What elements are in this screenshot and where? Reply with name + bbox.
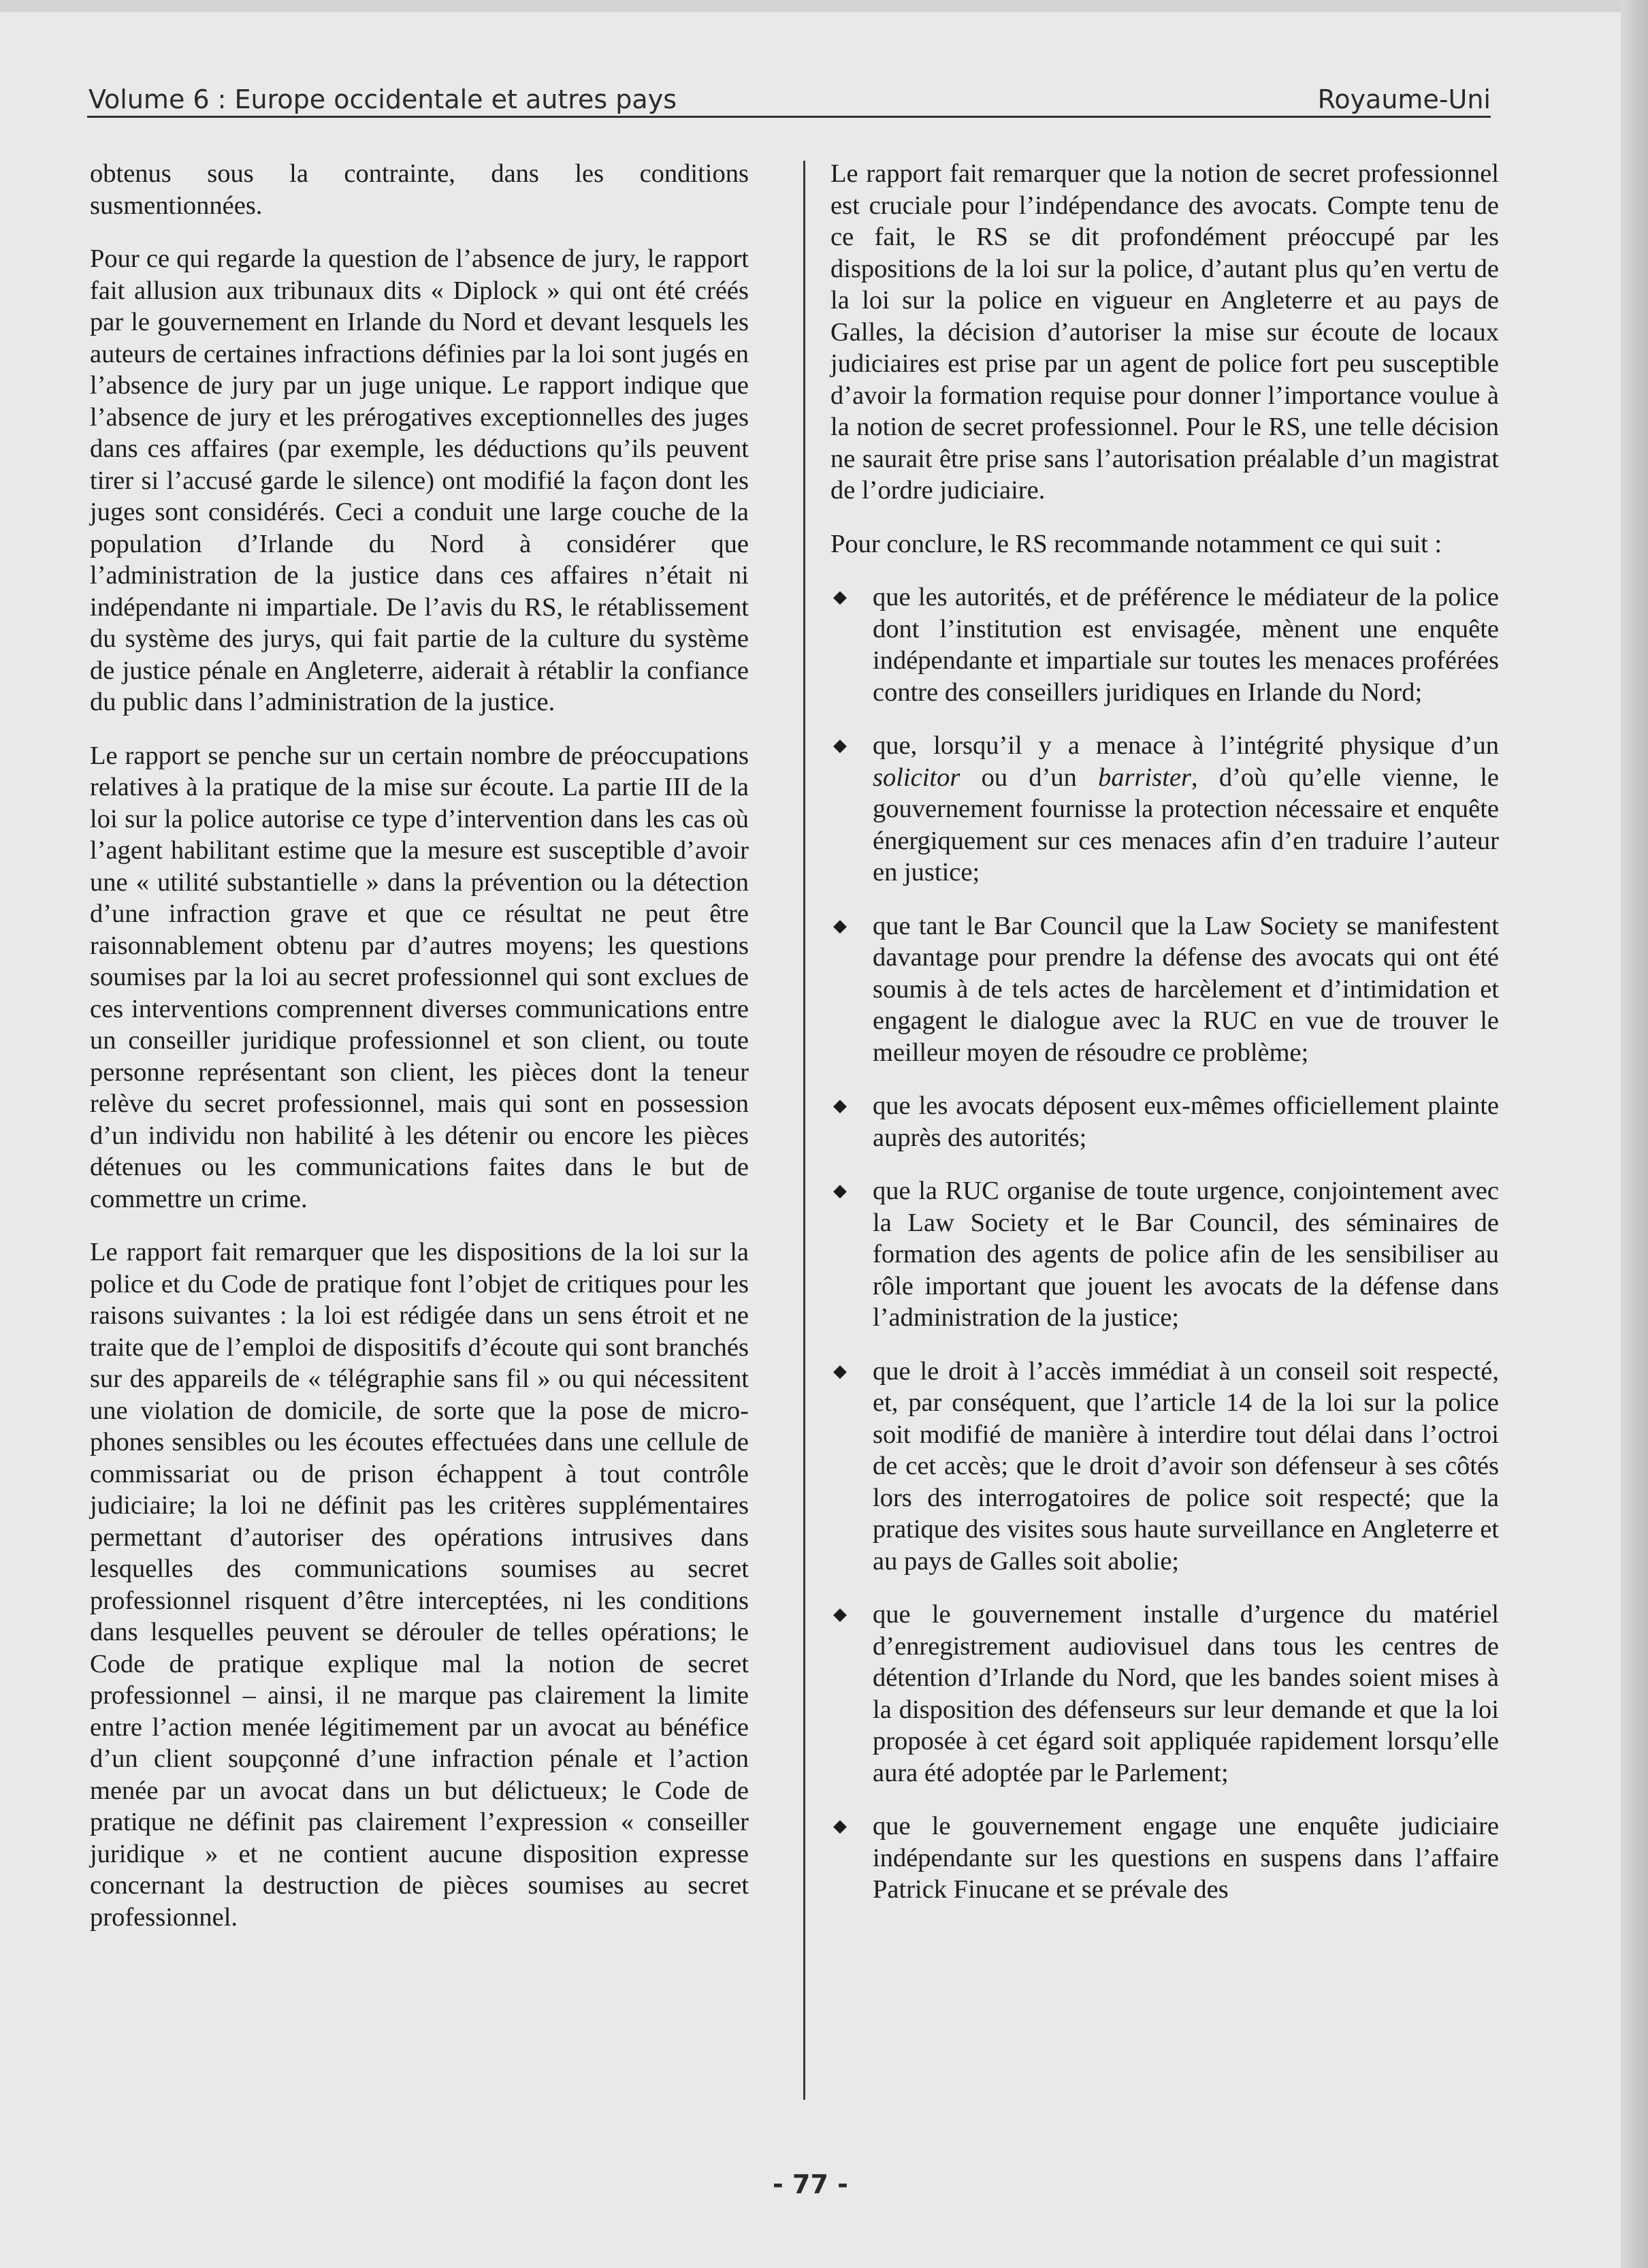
list-item — [830, 1810, 1499, 1906]
recommendations-list — [830, 581, 1499, 1906]
page-number: - 77 - — [773, 2169, 848, 2199]
diamond-bullet-icon: ◆ — [833, 735, 847, 756]
left-column — [90, 158, 749, 1955]
list-item-text: que tant le Bar Council que la Law Society se manifestent davantage pour prendre la défense des avocats qui ont été soumis à de tels actes de harcèlement et d’intimidation et engagent le dialogue avec la RUC en vue de trouver le meilleur moyen de résoudre ce problème; — [873, 911, 1499, 1067]
list-item — [830, 1090, 1499, 1153]
paragraph: Pour ce qui regarde la question de l’absence de jury, le rapport fait allusion aux tribunaux dits « Diplock » qui ont été créés par le gouvernement en Irlande du Nord et devant lesquels les auteurs de certaines infractions définies par la loi sont jugés en l’absence de jury par un juge unique. Le rapport indique que l’absence de jury et les prérogatives exceptionnelles des juges dans ces affaires (par exemple, les déductions qu’ils peuvent tirer si l’accusé garde le silence) ont modifié la façon dont les juges sont considérés. Ceci a conduit une large couche de la population d’Irlande du Nord à considérer que l’administration de la justice dans ces affaires n’était ni indépendante ni impartiale. De l’avis du RS, le rétablissement du système des jurys, qui fait partie de la culture du système de justice pénale en Angleterre, aiderait à rétablir la confiance du public dans l’administration de la justice. — [90, 244, 749, 716]
italic-term: barrister — [1098, 763, 1191, 792]
diamond-bullet-icon: ◆ — [833, 1816, 847, 1836]
page-edge-right — [1621, 0, 1648, 2268]
list-item — [830, 1175, 1499, 1334]
running-header — [87, 76, 1491, 120]
diamond-bullet-icon: ◆ — [833, 1360, 847, 1381]
header-volume-title: Volume 6 : Europe occidentale et autres pays — [88, 84, 677, 114]
paragraph: Le rapport fait remarquer que la notion de secret professionnel est cruciale pour l’indépendance des avocats. Compte tenu de ce fait, le RS se dit profondément préoccupé par les dispositions de la loi sur la police, d’autant plus qu’en vertu de la loi sur la police en vigueur en Angleterre et au pays de Galles, la décision d’autoriser la mise sur écoute de locaux judiciaires est prise par un agent de police fort peu susceptible d’avoir la formation requise pour donner l’importance voulue à la notion de secret professionnel. Pour le RS, une telle décision ne saurait être prise sans l’autorisation préalable d’un magistrat de l’ordre judiciaire. — [830, 159, 1499, 505]
list-item — [830, 1599, 1499, 1789]
column-divider — [803, 161, 805, 2100]
paragraph: Pour conclure, le RS recommande notamment ce qui suit : — [830, 529, 1442, 558]
right-column — [830, 158, 1499, 1928]
list-item-text: que le gouvernement engage une enquête judiciaire indépendante sur les questions en suspens dans l’affaire Patrick Finucane et se prévale des — [873, 1812, 1499, 1904]
list-item-text: que la RUC organise de toute urgence, conjointement avec la Law Society et le Bar Council, des séminaires de formation des agents de police afin de les sensibiliser au rôle important que jouent les avocats de la défense dans l’administration de la justice; — [873, 1177, 1499, 1332]
header-rule — [87, 116, 1491, 118]
list-item-text: que le gouvernement installe d’urgence du matériel d’enregistrement audiovisuel dans tous les centres de détention d’Irlande du Nord, que les bandes soient mises à la disposition des défenseurs sur leur demande et que la loi proposée à cet égard soit appliquée rapidement lorsqu’elle aura été adoptée par le Parlement; — [873, 1600, 1499, 1787]
paragraph: Le rapport se penche sur un certain nombre de préoccupations relatives à la pratique de la mise sur écoute. La partie III de la loi sur la police autorise ce type d’intervention dans les cas où l’agent habilitant estime que la mesure est susceptible d’avoir une « utilité substantielle » dans la prévention ou la détection d’une infraction grave et que ce résultat ne peut être raisonnablement obtenu par d’autres moyens; les questions soumises par la loi au secret professionnel qui sont exclues de ces interventions comprennent diverses communications entre un conseiller juridique professionnel et son client, ou toute personne représentant son client, les pièces dont la teneur relève du secret professionnel, mais qui sont en possession d’un individu non habilité à les détenir ou encore les pièces détenues ou les communications faites dans le but de commettre un crime. — [90, 741, 749, 1213]
list-item — [830, 1356, 1499, 1578]
list-item-text: que les avocats déposent eux-mêmes officiellement plainte auprès des autorités; — [873, 1091, 1499, 1152]
list-item — [830, 581, 1499, 708]
page-edge-top — [0, 0, 1648, 12]
list-item-text — [873, 731, 1499, 887]
text-run: ou d’un — [960, 763, 1099, 792]
list-item-text: que les autorités, et de préférence le médiateur de la police dont l’institution est envisagée, mènent une enquête indépendante et impartiale sur toutes les menaces proférées contre des conseillers juridiques en Irlande du Nord; — [873, 583, 1499, 707]
italic-term: solicitor — [873, 763, 960, 792]
diamond-bullet-icon: ◆ — [833, 1181, 847, 1201]
list-item-text: que le droit à l’accès immédiat à un conseil soit respecté, et, par conséquent, que l’article 14 de la loi sur la police soit modifié de manière à interdire tout délai dans l’octroi de cet accès; que le droit d’avoir son défenseur à ses côtés lors des interrogatoires de police soit respecté; que la pratique des visites sous haute surveillance en Angleterre et au pays de Galles soit abolie; — [873, 1356, 1499, 1576]
list-item — [830, 910, 1499, 1069]
list-item — [830, 730, 1499, 889]
diamond-bullet-icon: ◆ — [833, 1096, 847, 1116]
diamond-bullet-icon: ◆ — [833, 587, 847, 607]
paragraph: Le rapport fait remarquer que les dispositions de la loi sur la police et du Code de pratique font l’objet de critiques pour les raisons suivantes : la loi est rédigée dans un sens étroit et ne traite que de l’emploi de dispositifs d’écoute qui sont branchés sur des appareils de « télégraphie sans fil » ou qui nécessitent une violation de domicile, de sorte que la pose de microphones sensibles ou les écoutes effectuées dans une cellule de commissariat ou de prison échappent à tout contrôle judiciaire; la loi ne définit pas les critères supplémentaires permettant d’autoriser des opérations intrusives dans lesquelles des communications soumises au secret professionnel risquent d’être interceptées, ni les conditions dans lesquelles peuvent se dérouler de telles opérations; le Code de pratique explique mal la notion de secret professionnel – ainsi, il ne marque pas clairement la limite entre l’action menée légitimement par un avocat au bénéfice d’un client soupçonné d’une infraction pénale et l’action menée par un avocat dans un but délictueux; le Code de pratique ne définit pas clairement l’expression « conseiller juridique » et ne contient aucune disposition expresse concernant la destruction de pièces soumises au secret professionnel. — [90, 1238, 749, 1932]
paragraph: obtenus sous la contrainte, dans les conditions susmentionnées. — [90, 159, 749, 220]
text-run: que, lorsqu’il y a menace à l’intégrité physique d’un — [873, 731, 1499, 760]
header-country: Royaume-Uni — [1317, 84, 1491, 114]
diamond-bullet-icon: ◆ — [833, 1604, 847, 1625]
text-run: , d’où qu’elle vienne, le gouvernement fournisse la protection nécessaire et enquête énergiquement sur ces menaces afin d’en traduire l’auteur en justice; — [873, 763, 1499, 887]
diamond-bullet-icon: ◆ — [833, 915, 847, 936]
